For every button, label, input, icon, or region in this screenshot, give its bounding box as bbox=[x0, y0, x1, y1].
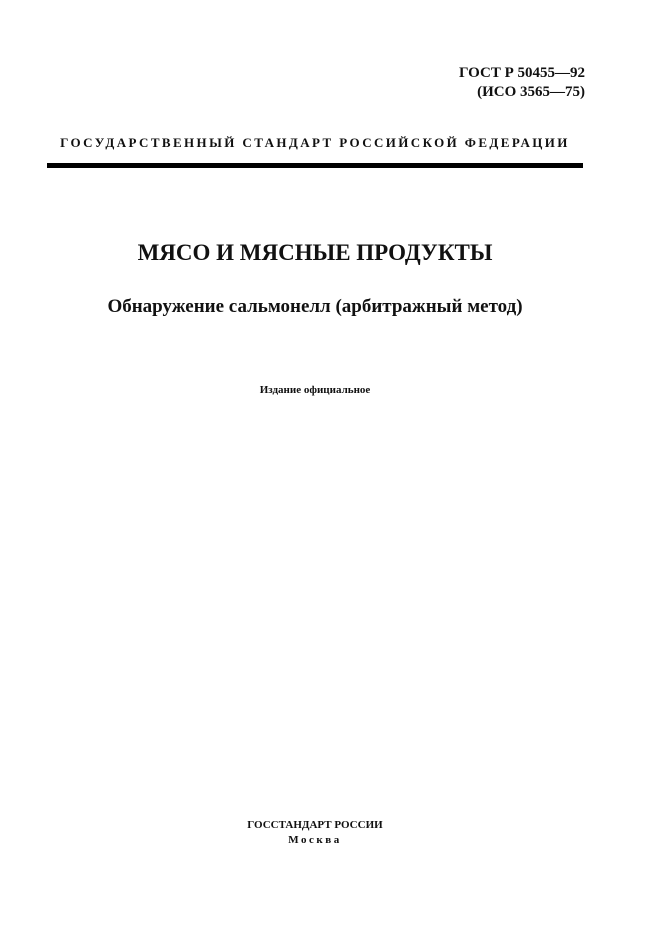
org-header: ГОСУДАРСТВЕННЫЙ СТАНДАРТ РОССИЙСКОЙ ФЕДЕРАЦИИ bbox=[60, 135, 570, 150]
header-rule bbox=[47, 163, 583, 168]
document-code bbox=[459, 64, 585, 102]
publisher-block bbox=[0, 818, 630, 848]
publisher-city: Москва bbox=[288, 834, 342, 846]
page-subtitle: Обнаружение сальмонелл (арбитражный метод) bbox=[107, 296, 523, 317]
iso-number: (ИСО 3565—75) bbox=[477, 84, 585, 100]
publisher-name: ГОССТАНДАРТ РОССИИ bbox=[247, 819, 383, 831]
gost-number: ГОСТ Р 50455—92 bbox=[458, 65, 585, 81]
edition-label: Издание официальное bbox=[259, 384, 371, 396]
page-title: МЯСО И МЯСНЫЕ ПРОДУКТЫ bbox=[137, 240, 493, 265]
